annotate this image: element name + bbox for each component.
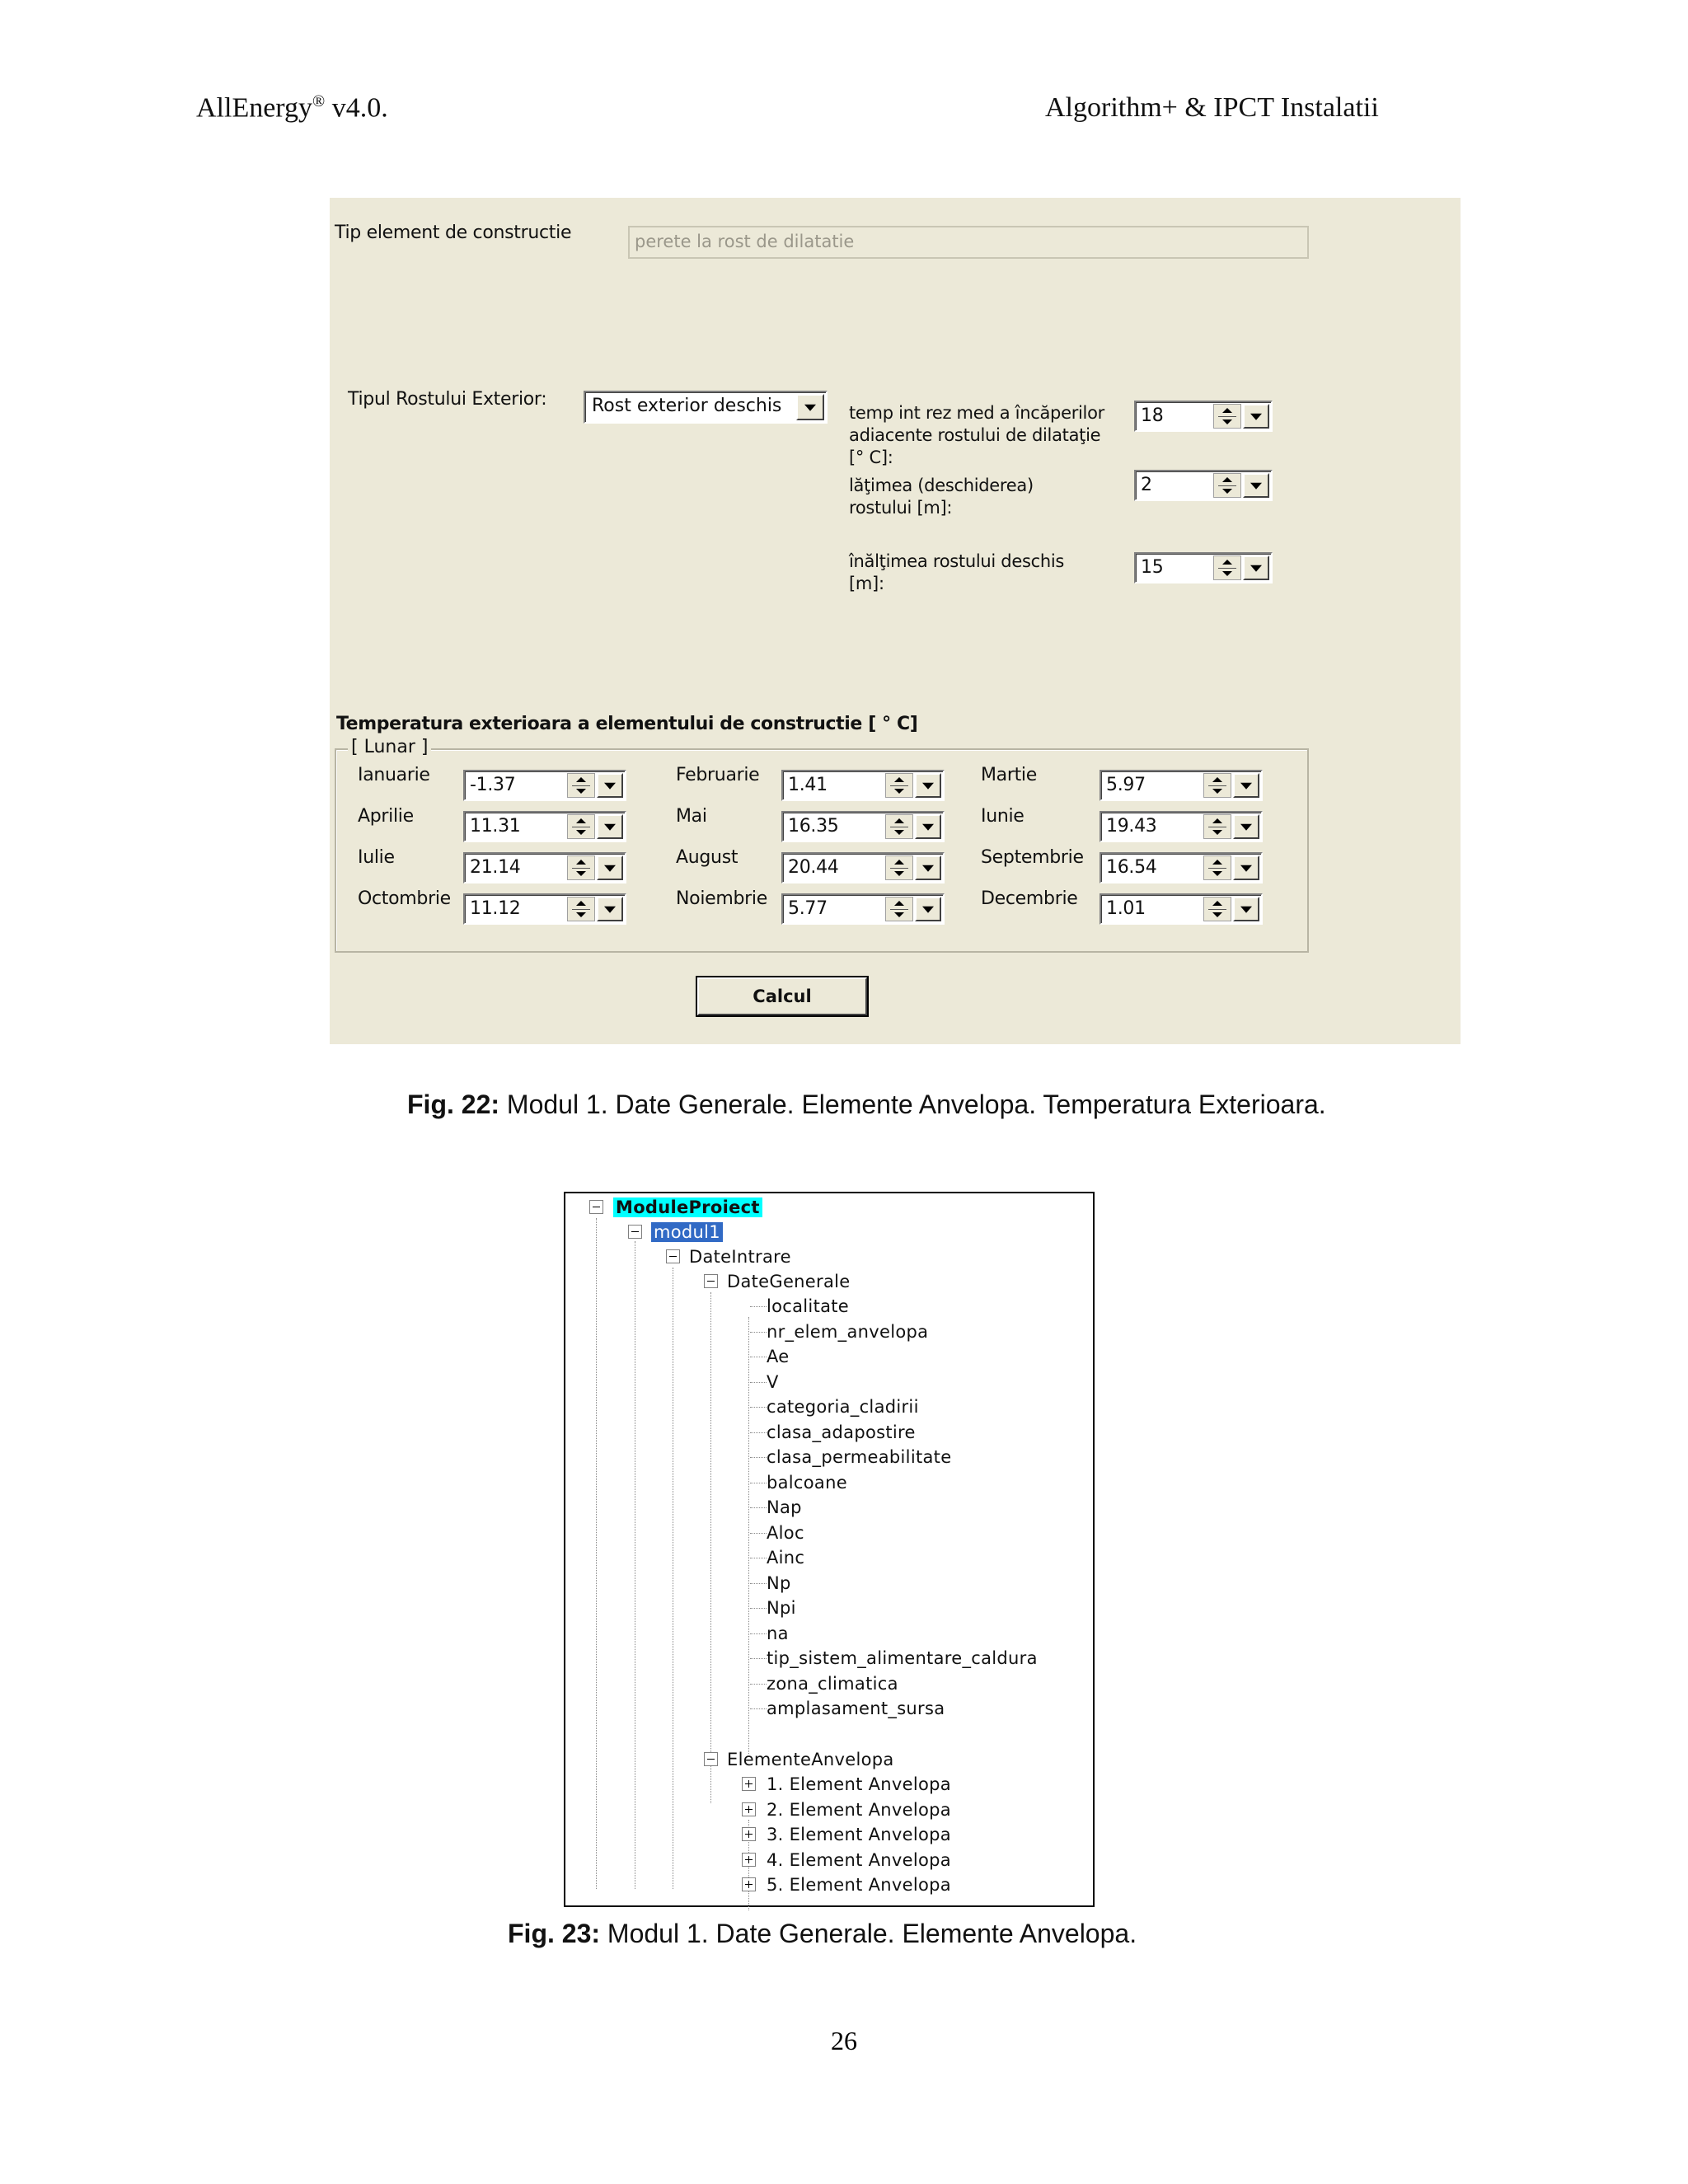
spin-updown[interactable]: [567, 897, 595, 921]
tree-leaf[interactable]: na: [767, 1623, 789, 1643]
tree-leaf[interactable]: Ae: [767, 1347, 790, 1366]
spin-up-icon: [894, 818, 904, 823]
chevron-down-icon: [1250, 414, 1262, 420]
month-label-8: Septembrie: [981, 847, 1084, 868]
spin-dropdown[interactable]: [1243, 473, 1269, 498]
collapse-icon[interactable]: [589, 1200, 603, 1214]
month-spinner-5[interactable]: [1100, 811, 1263, 842]
fig22-text: Modul 1. Date Generale. Elemente Anvelopa. Temperatura Exterioara.: [499, 1090, 1326, 1119]
spin-dropdown[interactable]: [915, 814, 941, 839]
spin-up-icon: [1212, 777, 1222, 782]
fig23-text: Modul 1. Date Generale. Elemente Anvelopa.: [600, 1919, 1137, 1948]
month-label-11: Decembrie: [981, 888, 1078, 909]
tree-leaf[interactable]: Nap: [767, 1497, 802, 1517]
tip-element-field: perete la rost de dilatatie: [628, 226, 1309, 259]
spin-up-icon: [576, 818, 586, 823]
spin-down-icon: [894, 871, 904, 876]
spin-down-icon: [894, 912, 904, 917]
spin-updown[interactable]: [1203, 855, 1231, 880]
collapse-icon[interactable]: [666, 1249, 680, 1263]
month-value: 19.43: [1106, 816, 1157, 837]
tree-leaf[interactable]: balcoane: [767, 1472, 847, 1493]
spin-down-icon: [576, 789, 586, 794]
collapse-icon[interactable]: [628, 1225, 642, 1239]
expand-icon[interactable]: [742, 1827, 756, 1841]
tree-node-modul1[interactable]: modul1: [651, 1220, 723, 1244]
chevron-down-icon: [1240, 783, 1252, 790]
tree-node-element-anvelopa[interactable]: 4. Element Anvelopa: [767, 1849, 951, 1870]
chevron-down-icon: [1240, 907, 1252, 913]
spin-dropdown[interactable]: [597, 773, 623, 798]
tree-node-element-anvelopa[interactable]: 1. Element Anvelopa: [767, 1774, 951, 1794]
spin-down-icon: [576, 830, 586, 835]
month-value: 1.41: [788, 775, 828, 795]
month-spinner-9[interactable]: [463, 893, 626, 925]
expand-icon[interactable]: [742, 1777, 756, 1791]
month-spinner-0[interactable]: [463, 770, 626, 801]
tree-node-element-anvelopa[interactable]: 5. Element Anvelopa: [767, 1875, 951, 1895]
month-value: 16.54: [1106, 857, 1157, 878]
spin-updown[interactable]: [1203, 773, 1231, 798]
tree-leaf[interactable]: Npi: [767, 1598, 796, 1618]
tree-leaf[interactable]: Np: [767, 1572, 791, 1593]
spin-dropdown[interactable]: [915, 773, 941, 798]
spin-down-icon: [1222, 571, 1232, 576]
tree-leaf[interactable]: localitate: [767, 1296, 850, 1316]
month-label-7: August: [676, 847, 738, 868]
collapse-icon[interactable]: [704, 1752, 718, 1766]
month-value: 1.01: [1106, 898, 1146, 919]
month-value: 16.35: [788, 816, 839, 837]
version-text: v4.0.: [325, 92, 388, 124]
spin-updown[interactable]: [1213, 555, 1241, 580]
spin-updown[interactable]: [885, 855, 913, 880]
spin-down-icon: [1212, 789, 1222, 794]
fig22-caption: [407, 1090, 1326, 1120]
chevron-down-icon: [922, 824, 934, 831]
tree-leaf[interactable]: zona_climatica: [767, 1673, 898, 1694]
month-spinner-3[interactable]: [463, 811, 626, 842]
tipul-rostului-value: Rost exterior deschis: [592, 396, 782, 416]
tree-node-element-anvelopa[interactable]: 3. Element Anvelopa: [767, 1825, 951, 1844]
spin-down-icon: [1222, 419, 1232, 424]
latimea-value: 2: [1141, 475, 1152, 495]
spin-up-icon: [894, 777, 904, 782]
spin-dropdown[interactable]: [1233, 773, 1259, 798]
tip-element-label: Tip element de constructie: [335, 223, 572, 243]
expand-icon[interactable]: [742, 1802, 756, 1816]
spin-dropdown[interactable]: [1233, 855, 1259, 880]
chevron-down-icon: [1240, 824, 1252, 831]
chevron-down-icon: [604, 865, 616, 872]
chevron-down-icon: [804, 405, 816, 411]
brand-name: AllEnergy: [196, 92, 313, 124]
spin-up-icon: [1212, 901, 1222, 906]
spin-updown[interactable]: [1203, 814, 1231, 839]
inaltimea-value: 15: [1141, 557, 1164, 578]
month-label-3: Aprilie: [358, 806, 414, 827]
spin-up-icon: [1222, 477, 1232, 482]
month-value: 5.77: [788, 898, 828, 919]
spin-up-icon: [576, 901, 586, 906]
month-value: 11.12: [470, 898, 521, 919]
spin-dropdown[interactable]: [597, 855, 623, 880]
chevron-down-icon: [604, 783, 616, 790]
month-label-5: Iunie: [981, 806, 1025, 827]
spin-updown[interactable]: [885, 814, 913, 839]
spin-updown[interactable]: [1213, 473, 1241, 498]
temp-int-label: temp int rez med a încăperilor adiacente rostului de dilataţie [° C]:: [849, 403, 1104, 467]
tree-leaf[interactable]: nr_elem_anvelopa: [767, 1321, 929, 1342]
month-value: 21.14: [470, 857, 521, 878]
temperatura-section-title: Temperatura exterioara a elementului de constructie [ ° C]: [336, 714, 918, 734]
spin-down-icon: [894, 830, 904, 835]
latimea-label: lăţimea (deschiderea) rostului [m]:: [849, 476, 1034, 518]
month-value: 5.97: [1106, 775, 1146, 795]
month-value: -1.37: [470, 775, 516, 795]
month-spinner-11[interactable]: [1100, 893, 1263, 925]
spin-down-icon: [576, 871, 586, 876]
spin-updown[interactable]: [885, 897, 913, 921]
month-spinner-6[interactable]: [463, 852, 626, 883]
month-spinner-1[interactable]: [781, 770, 945, 801]
month-spinner-10[interactable]: [781, 893, 945, 925]
tree-node-date-intrare[interactable]: DateIntrare: [689, 1247, 791, 1267]
spin-updown[interactable]: [885, 773, 913, 798]
inaltimea-label: înălţimea rostului deschis [m]:: [849, 551, 1065, 593]
chevron-down-icon: [922, 783, 934, 790]
calcul-button[interactable]: Calcul: [697, 977, 867, 1015]
lunar-legend: [ Lunar ]: [348, 737, 431, 757]
fig23-caption: [508, 1919, 1137, 1949]
fig23-label: Fig. 23:: [508, 1919, 601, 1948]
fig22-label: Fig. 22:: [407, 1090, 500, 1119]
chevron-down-icon: [922, 907, 934, 913]
chevron-down-icon: [604, 907, 616, 913]
tree-node-elemente-anvelopa[interactable]: ElementeAnvelopa: [727, 1750, 894, 1769]
tipul-rostului-label: Tipul Rostului Exterior:: [348, 389, 547, 410]
tree-leaf[interactable]: categoria_cladirii: [767, 1397, 919, 1417]
spin-updown[interactable]: [1203, 897, 1231, 921]
spin-down-icon: [576, 912, 586, 917]
expand-icon[interactable]: [742, 1877, 756, 1891]
spin-up-icon: [1222, 408, 1232, 413]
month-value: 20.44: [788, 857, 839, 878]
month-spinner-2[interactable]: [1100, 770, 1263, 801]
inaltimea-spinner[interactable]: [1134, 552, 1273, 583]
month-spinner-8[interactable]: [1100, 852, 1263, 883]
spin-dropdown[interactable]: [597, 814, 623, 839]
month-spinner-4[interactable]: [781, 811, 945, 842]
chevron-down-icon: [1240, 865, 1252, 872]
spin-down-icon: [1212, 912, 1222, 917]
month-label-10: Noiembrie: [676, 888, 767, 909]
month-spinner-7[interactable]: [781, 852, 945, 883]
tree-node-date-generale[interactable]: DateGenerale: [727, 1272, 851, 1291]
tree-leaf[interactable]: amplasament_sursa: [767, 1699, 945, 1718]
spin-down-icon: [1212, 871, 1222, 876]
temp-int-spinner[interactable]: [1134, 401, 1273, 432]
spin-up-icon: [894, 901, 904, 906]
chevron-down-icon: [1250, 483, 1262, 490]
tree-leaf[interactable]: V: [767, 1371, 779, 1392]
month-label-9: Octombrie: [358, 888, 451, 909]
month-label-0: Ianuarie: [358, 765, 430, 785]
spin-dropdown[interactable]: [1233, 897, 1259, 921]
spin-down-icon: [1212, 830, 1222, 835]
spin-dropdown[interactable]: [915, 855, 941, 880]
spin-updown[interactable]: [567, 773, 595, 798]
tree-leaf[interactable]: Ainc: [767, 1548, 805, 1568]
spin-updown[interactable]: [567, 814, 595, 839]
spin-dropdown[interactable]: [1243, 404, 1269, 429]
spin-up-icon: [894, 860, 904, 865]
tipul-rostului-combo[interactable]: [584, 391, 828, 424]
chevron-down-icon: [922, 865, 934, 872]
spin-up-icon: [576, 860, 586, 865]
registered-mark: ®: [312, 92, 326, 110]
combo-dropdown-button[interactable]: [796, 394, 824, 420]
spin-up-icon: [1212, 860, 1222, 865]
expand-icon[interactable]: [742, 1853, 756, 1867]
tree-leaf[interactable]: clasa_adapostire: [767, 1422, 916, 1442]
spin-updown[interactable]: [567, 855, 595, 880]
month-label-2: Martie: [981, 765, 1037, 785]
chevron-down-icon: [604, 824, 616, 831]
collapse-icon[interactable]: [704, 1274, 718, 1288]
spin-down-icon: [1222, 489, 1232, 494]
spin-down-icon: [894, 789, 904, 794]
month-value: 11.31: [470, 816, 521, 837]
chevron-down-icon: [1250, 565, 1262, 572]
tree-leaf[interactable]: clasa_permeabilitate: [767, 1447, 952, 1467]
latimea-spinner[interactable]: [1134, 470, 1273, 501]
spin-up-icon: [1222, 560, 1232, 565]
month-label-6: Iulie: [358, 847, 395, 868]
page-number: 26: [831, 2026, 857, 2055]
temperatura-exterioara-dialog: [330, 198, 1461, 1044]
month-label-1: Februarie: [676, 765, 760, 785]
tree-node-root[interactable]: ModuleProiect: [613, 1195, 762, 1220]
spin-dropdown[interactable]: [915, 897, 941, 921]
header-right: Algorithm+ & IPCT Instalatii: [1045, 92, 1379, 123]
spin-up-icon: [576, 777, 586, 782]
tree-leaf[interactable]: Aloc: [767, 1522, 804, 1543]
tree-leaf[interactable]: tip_sistem_alimentare_caldura: [767, 1648, 1038, 1668]
spin-up-icon: [1212, 818, 1222, 823]
header-left: [196, 92, 388, 124]
spin-dropdown[interactable]: [1243, 555, 1269, 580]
spin-dropdown[interactable]: [597, 897, 623, 921]
spin-dropdown[interactable]: [1233, 814, 1259, 839]
tree-node-element-anvelopa[interactable]: 2. Element Anvelopa: [767, 1799, 951, 1820]
month-label-4: Mai: [676, 806, 707, 827]
temp-int-value: 18: [1141, 405, 1164, 426]
module-proiect-tree: [564, 1192, 1095, 1907]
spin-updown[interactable]: [1213, 404, 1241, 429]
